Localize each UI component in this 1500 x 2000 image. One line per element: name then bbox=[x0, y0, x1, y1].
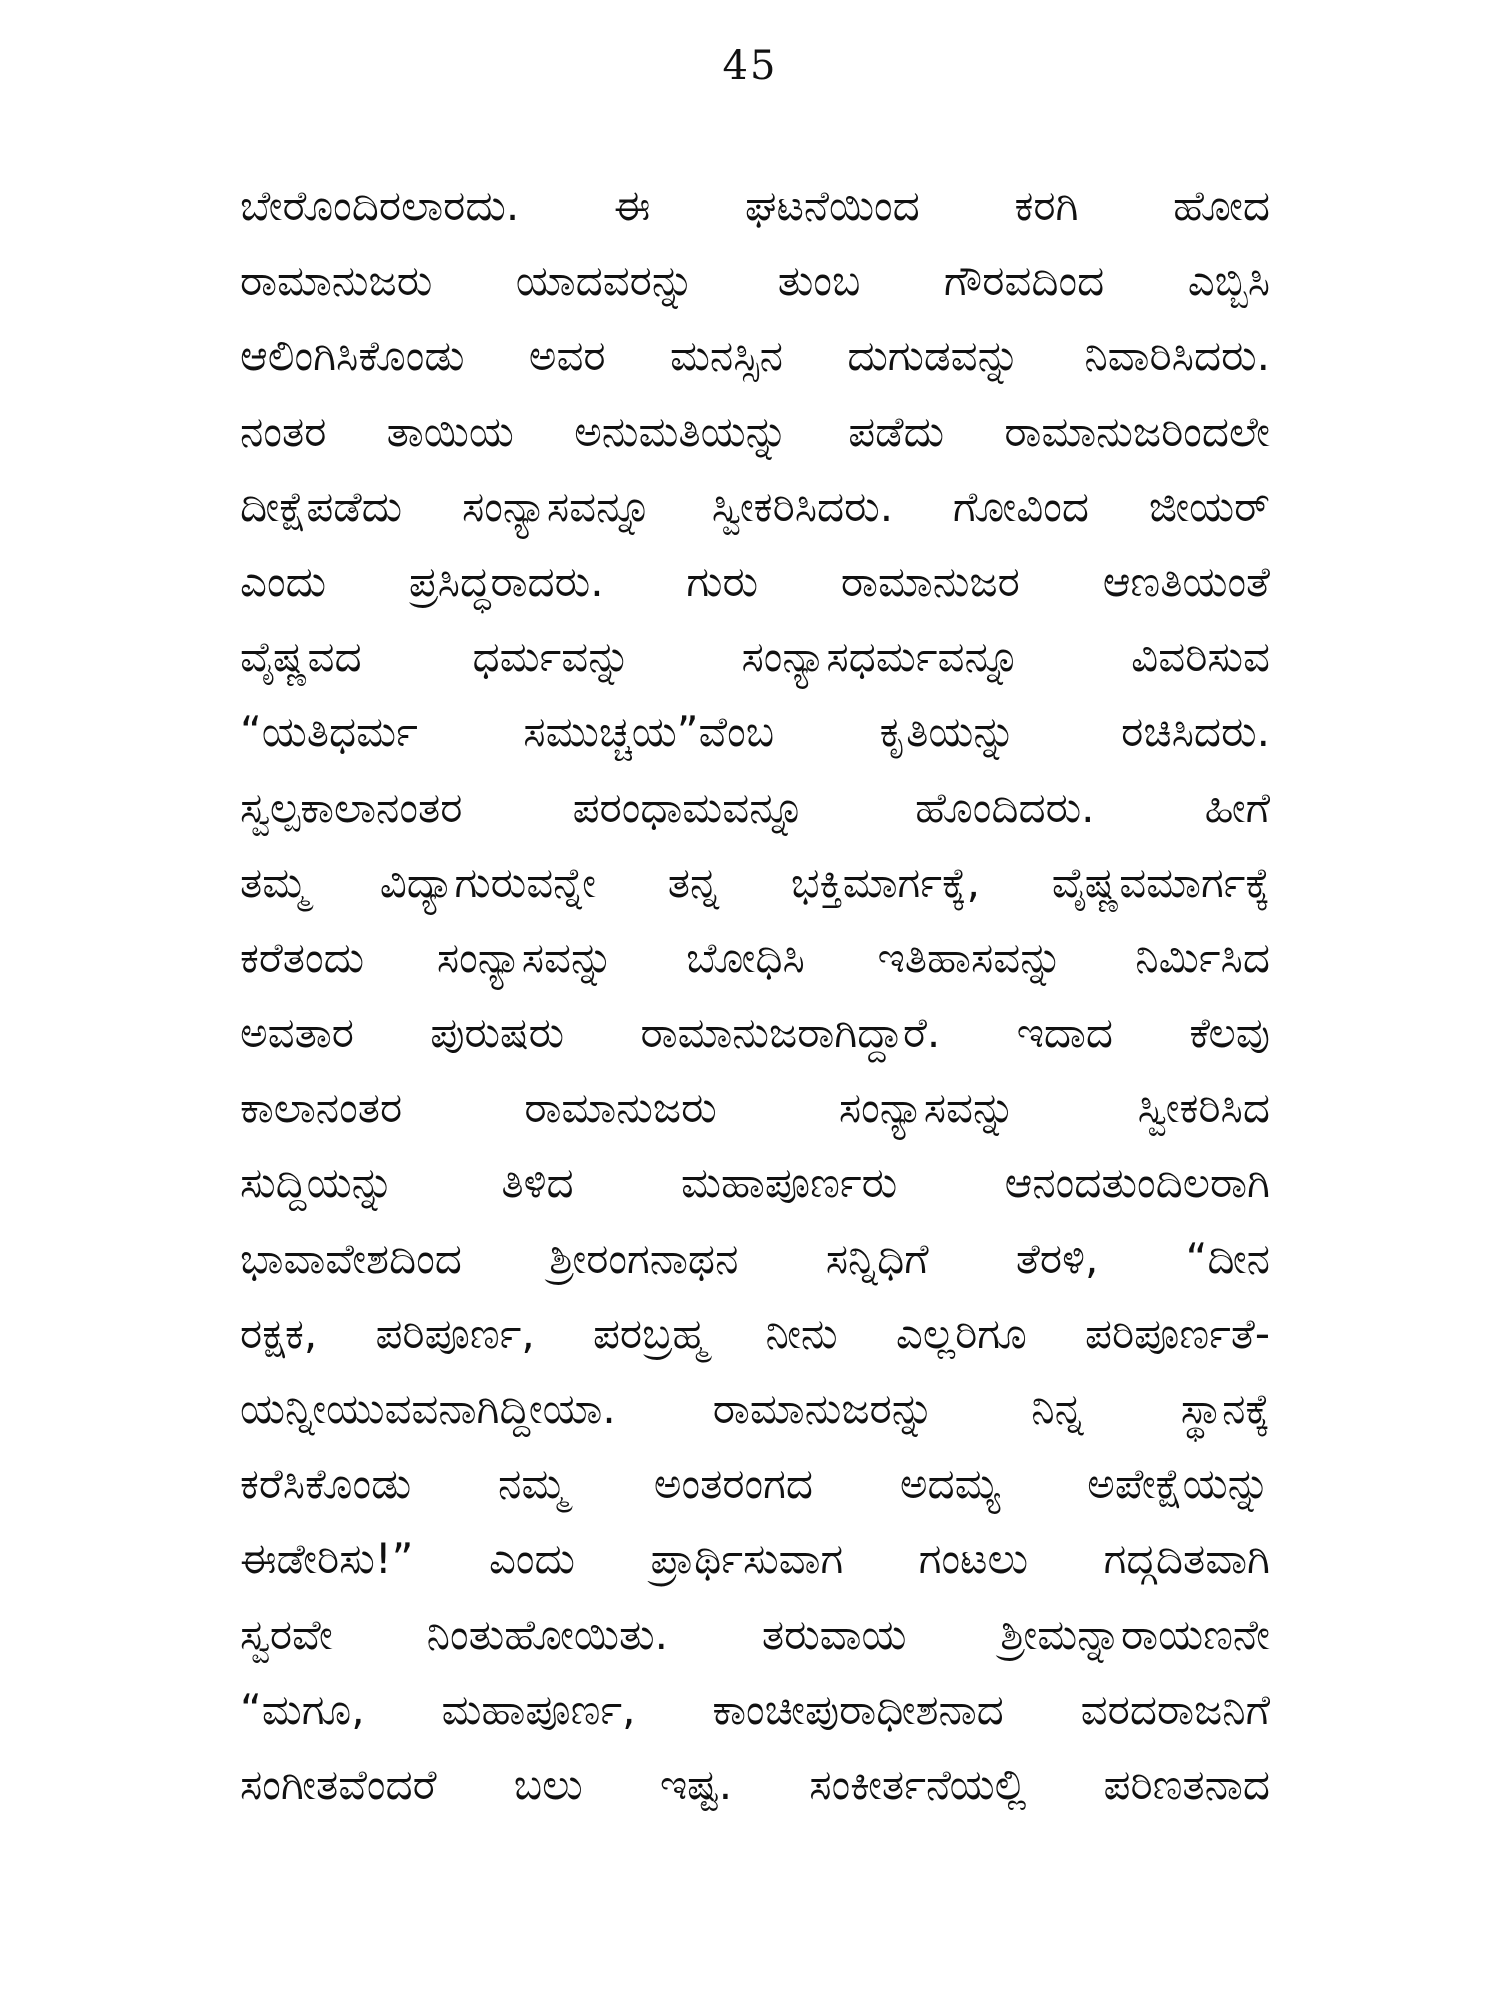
text-line: ದೀಕ್ಷೆಪಡೆದು ಸಂನ್ಯಾಸವನ್ನೂ ಸ್ವೀಕರಿಸಿದರು. ಗೋವಿಂದ ಜೀಯರ್ bbox=[240, 481, 1270, 531]
text-line: ನಂತರ ತಾಯಿಯ ಅನುಮತಿಯನ್ನು ಪಡೆದು ರಾಮಾನುಜರಿಂದಲೇ bbox=[240, 406, 1270, 456]
text-line: “ಯತಿಧರ್ಮ ಸಮುಚ್ಚಯ”ವೆಂಬ ಕೃತಿಯನ್ನು ರಚಿಸಿದರು. bbox=[240, 707, 1270, 757]
text-line: ಯನ್ನೀಯುವವನಾಗಿದ್ದೀಯಾ. ರಾಮಾನುಜರನ್ನು ನಿನ್ನ ಸ್ಥಾನಕ್ಕೆ bbox=[240, 1384, 1270, 1433]
text-line: ಸಂಗೀತವೆಂದರೆ ಬಲು ಇಷ್ಟ. ಸಂಕೀರ್ತನೆಯಲ್ಲಿ ಪರಿಣತನಾದ bbox=[240, 1759, 1270, 1809]
text-line: ಎಂದು ಪ್ರಸಿದ್ಧರಾದರು. ಗುರು ರಾಮಾನುಜರ ಆಣತಿಯಂತೆ bbox=[240, 556, 1270, 606]
text-line: ಅವತಾರ ಪುರುಷರು ರಾಮಾನುಜರಾಗಿದ್ದಾರೆ. ಇದಾದ ಕೆಲವು bbox=[240, 1008, 1270, 1058]
text-line: ಈಡೇರಿಸು!” ಎಂದು ಪ್ರಾರ್ಥಿಸುವಾಗ ಗಂಟಲು ಗದ್ಗದಿತವಾಗಿ bbox=[240, 1534, 1270, 1584]
page-number: 45 bbox=[722, 43, 778, 89]
text-line: ಸ್ವರವೇ ನಿಂತುಹೋಯಿತು. ತರುವಾಯ ಶ್ರೀಮನ್ನಾರಾಯಣನೇ bbox=[240, 1609, 1270, 1659]
text-line: ಕಾಲಾನಂತರ ರಾಮಾನುಜರು ಸಂನ್ಯಾಸವನ್ನು ಸ್ವೀಕರಿಸಿದ bbox=[240, 1083, 1270, 1133]
text-line: ಆಲಿಂಗಿಸಿಕೊಂಡು ಅವರ ಮನಸ್ಸಿನ ದುಗುಡವನ್ನು ನಿವಾರಿಸಿದರು. bbox=[240, 331, 1270, 381]
text-line: ಸುದ್ದಿಯನ್ನು ತಿಳಿದ ಮಹಾಪೂರ್ಣರು ಆನಂದತುಂದಿಲರಾಗಿ bbox=[240, 1158, 1270, 1208]
text-line: ರಕ್ಷಕ, ಪರಿಪೂರ್ಣ, ಪರಬ್ರಹ್ಮ ನೀನು ಎಲ್ಲರಿಗೂ ಪರಿಪೂರ್ಣತೆ- bbox=[240, 1308, 1270, 1358]
text-line: ತಮ್ಮ ವಿದ್ಯಾಗುರುವನ್ನೇ ತನ್ನ ಭಕ್ತಿಮಾರ್ಗಕ್ಕೆ, ವೈಷ್ಣವಮಾರ್ಗಕ್ಕೆ bbox=[240, 857, 1270, 907]
text-line: ಕರೆತಂದು ಸಂನ್ಯಾಸವನ್ನು ಬೋಧಿಸಿ ಇತಿಹಾಸವನ್ನು ನಿರ್ಮಿಸಿದ bbox=[240, 932, 1270, 982]
text-line: ಬೇರೊಂದಿರಲಾರದು. ಈ ಘಟನೆಯಿಂದ ಕರಗಿ ಹೋದ bbox=[240, 181, 1270, 230]
text-line: “ಮಗೂ, ಮಹಾಪೂರ್ಣ, ಕಾಂಚೀಪುರಾಧೀಶನಾದ ವರದರಾಜನಿಗೆ bbox=[240, 1684, 1270, 1734]
text-line: ಸ್ವಲ್ಪಕಾಲಾನಂತರ ಪರಂಧಾಮವನ್ನೂ ಹೊಂದಿದರು. ಹೀಗೆ bbox=[240, 782, 1270, 832]
body-text bbox=[240, 168, 1270, 1822]
text-line: ಕರೆಸಿಕೊಂಡು ನಮ್ಮ ಅಂತರಂಗದ ಅದಮ್ಯ ಅಪೇಕ್ಷೆಯನ್ನು bbox=[240, 1459, 1270, 1509]
text-line: ವೈಷ್ಣವದ ಧರ್ಮವನ್ನು ಸಂನ್ಯಾಸಧರ್ಮವನ್ನೂ ವಿವರಿಸುವ bbox=[240, 632, 1270, 682]
text-line: ರಾಮಾನುಜರು ಯಾದವರನ್ನು ತುಂಬ ಗೌರವದಿಂದ ಎಬ್ಬಿಸಿ bbox=[240, 256, 1270, 306]
text-line: ಭಾವಾವೇಶದಿಂದ ಶ್ರೀರಂಗನಾಥನ ಸನ್ನಿಧಿಗೆ ತೆರಳಿ, “ದೀನ bbox=[240, 1233, 1270, 1283]
